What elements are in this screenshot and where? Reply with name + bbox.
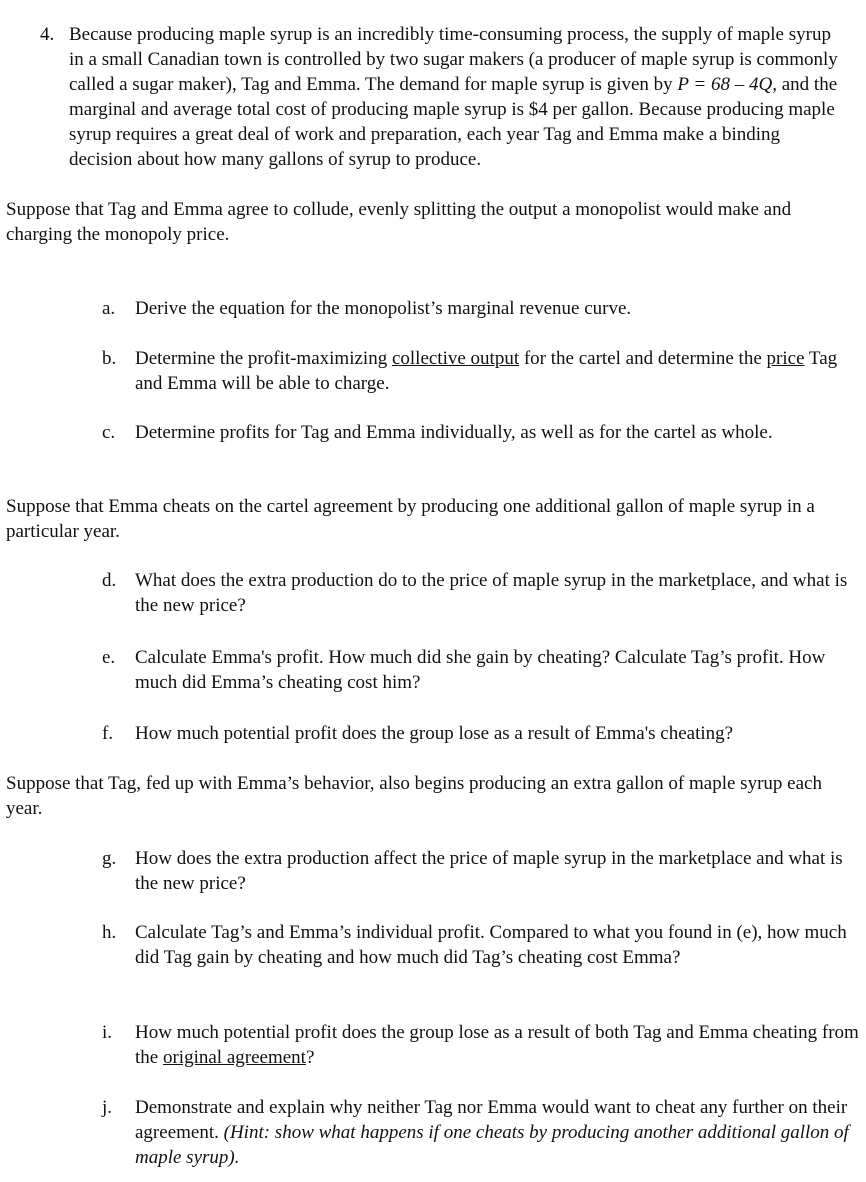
part-text: What does the extra production do to the price of maple syrup in the marketplace, and what is the new price?	[135, 570, 848, 616]
part-label: h.	[102, 922, 117, 943]
part-j	[102, 1095, 862, 1170]
hint-text: (Hint: show what happens if one cheats by producing another additional gallon of maple syrup).	[135, 1122, 849, 1168]
part-text: How much potential profit does the group lose as a result of both Tag and Emma cheating from the original agreement?	[135, 1022, 859, 1068]
underlined-price: price	[766, 348, 805, 369]
part-label: d.	[102, 570, 117, 591]
part-label: c.	[102, 422, 116, 443]
question-4	[40, 22, 840, 172]
part-c	[102, 420, 862, 445]
part-g	[102, 846, 862, 896]
part-label: e.	[102, 647, 116, 668]
part-b	[102, 346, 862, 396]
part-text: Demonstrate and explain why neither Tag nor Emma would want to cheat any further on their agreement. (Hint: show what happens if one cheats by producing another additional gallon of maple syrup).	[135, 1097, 849, 1168]
demand-equation: P = 68 – 4Q	[677, 74, 773, 95]
part-e	[102, 645, 862, 695]
scenario-collusion: Suppose that Tag and Emma agree to collude, evenly splitting the output a monopolist would make and charging the monopoly price.	[6, 199, 792, 245]
part-h	[102, 920, 862, 970]
question-text: Because producing maple syrup is an incredibly time-consuming process, the supply of maple syrup in a small Canadian town is controlled by two sugar makers (a producer of maple syrup is commonly called a sugar maker), Tag and Emma. The demand for maple syrup is given by P = 68 – 4Q, and the marginal and average total cost of producing maple syrup is $4 per gallon. Because producing maple syrup requires a great deal of work and preparation, each year Tag and Emma make a binding decision about how many gallons of syrup to produce.	[69, 24, 838, 170]
part-text: Determine profits for Tag and Emma individually, as well as for the cartel as whole.	[135, 422, 773, 443]
part-text: Derive the equation for the monopolist’s marginal revenue curve.	[135, 298, 632, 319]
scenario-emma-cheats: Suppose that Emma cheats on the cartel agreement by producing one additional gallon of maple syrup in a particular year.	[6, 496, 815, 542]
part-text: How much potential profit does the group lose as a result of Emma's cheating?	[135, 723, 734, 744]
question-number: 4.	[40, 24, 55, 45]
part-i	[102, 1020, 862, 1070]
underlined-original-agreement: original agreement	[162, 1047, 306, 1068]
part-label: i.	[102, 1022, 113, 1043]
part-label: a.	[102, 298, 116, 319]
part-label: g.	[102, 848, 117, 869]
part-label: f.	[102, 723, 114, 744]
underlined-collective-output: collective output	[391, 348, 520, 369]
part-a	[102, 296, 862, 321]
part-d	[102, 568, 862, 618]
part-f	[102, 721, 862, 746]
part-text: How does the extra production affect the price of maple syrup in the marketplace and what is the new price?	[135, 848, 843, 894]
part-text: Calculate Emma's profit. How much did she gain by cheating? Calculate Tag’s profit. How much did Emma’s cheating cost him?	[135, 647, 826, 693]
scenario-tag-cheats: Suppose that Tag, fed up with Emma’s behavior, also begins producing an extra gallon of maple syrup each year.	[6, 773, 822, 819]
part-text: Determine the profit-maximizing collective output for the cartel and determine the price Tag and Emma will be able to charge.	[135, 348, 838, 394]
part-label: j.	[102, 1097, 113, 1118]
part-label: b.	[102, 348, 117, 369]
part-text: Calculate Tag’s and Emma’s individual profit. Compared to what you found in (e), how much did Tag gain by cheating and how much did Tag’s cheating cost Emma?	[135, 922, 847, 968]
